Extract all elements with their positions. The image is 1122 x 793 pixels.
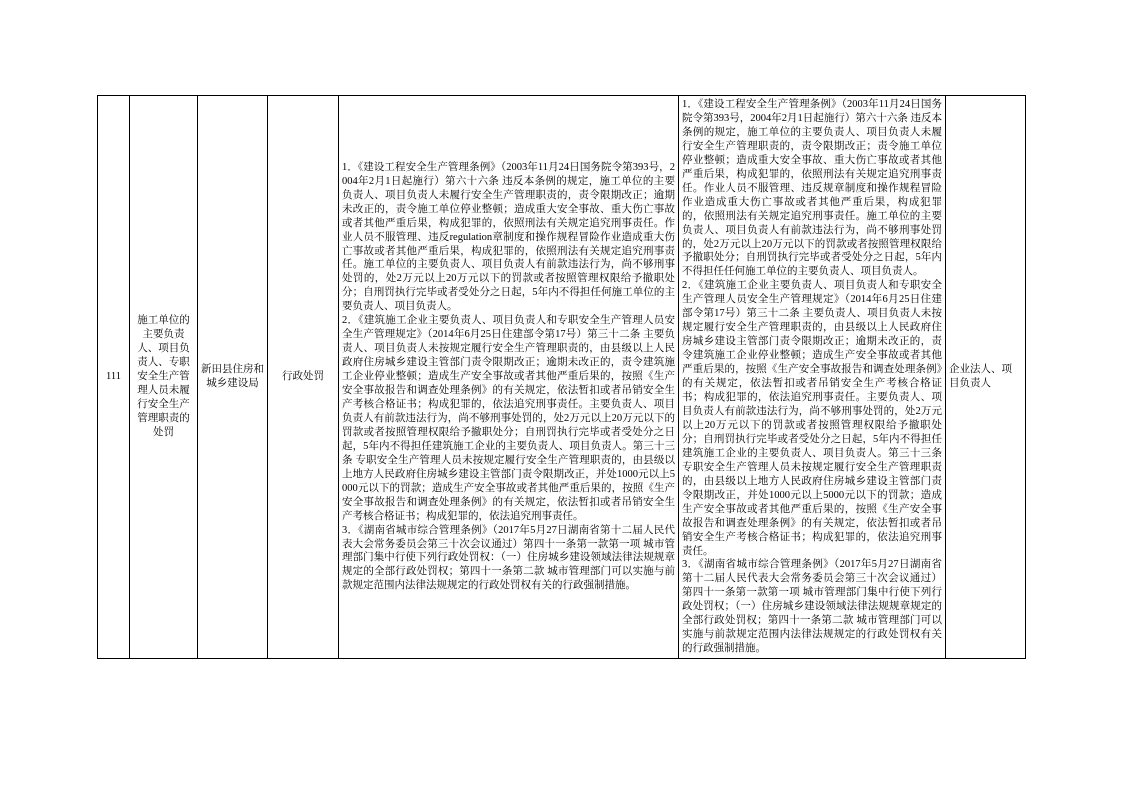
basis2-paragraph-2: 2．《建筑施工企业主要负责人、项目负责人和专职安全生产管理人员安全生产管理规定》（2014年6月25日住建部令第17号）第三十二条 主要负责人、项目负责人未按规定履行安全生产管理职责的，由县级以上人民政府住房城乡建设主管部门责令限期改正；逾期未改正的，责令建筑施工企业停业整顿；造成生产安全事故或者其他严重后果的，按照《生产安全事故报告和调查处理条例》的有关规定，依法暂扣或者吊销安全生产考核合格证书；构成犯罪的，依法追究刑事责任。主要负责人、项目负责人有前款违法行为，尚不够刑事处罚的，处2万元以上20万元以下的罚款或者按照管理权限给予撤职处分；自刑罚执行完毕或者受处分之日起，5年内不得担任建筑施工企业的主要负责人、项目负责人。第三十三条 专职安全生产管理人员未按规定履行安全生产管理职责的，由县级以上地方人民政府住房城乡建设主管部门责令限期改正，并处1000元以上5000元以下的罚款；造成生产安全事故或者其他严重后果的，按照《生产安全事故报告和调查处理条例》的有关规定，依法暂扣或者吊销安全生产考核合格证书；构成犯罪的，依法追究刑事责任。 [682,280,942,557]
basis1-paragraph-1: 1．《建设工程安全生产管理条例》（2003年11月24日国务院令第393号，2004年2月1日起施行）第六十六条 违反本条例的规定，施工单位的主要负责人、项目负责人未履行安全生产管理职责的，责令限期改正；逾期未改正的，责令施工单位停业整顿；造成重大安全事故、重大伤亡事故或者其他严重后果，构成犯罪的，依照刑法有关规定追究刑事责任。作业人员不服管理、违反regulation章制度和操作规程冒险作业造成重大伤亡事故或者其他严重后果，构成犯罪的，依照刑法有关规定追究刑事责任。施工单位的主要负责人、项目负责人有前款违法行为，尚不够刑事处罚的，处2万元以上20万元以下的罚款或者按照管理权限给予撤职处分；自刑罚执行完毕或者受处分之日起，5年内不得担任何施工单位的主要负责人、项目负责人。 [342,161,675,313]
row-subject: 企业法人、项目负责人 [946,96,1026,659]
row-organization: 新田县住房和城乡建设局 [198,96,268,659]
regulation-table [97,95,1026,659]
basis2-paragraph-3: 3．《湖南省城市综合管理条例》（2017年5月27日湖南省第十二届人民代表大会常务委员会第三十次会议通过）第四十一条第一款第一项 城市管理部门集中行使下列行政处罚权；（一）住房城乡建设领域法律法规规章规定的全部行政处罚权；第四十一条第二款 城市管理部门可以实施与前款规定范围内法律法规规定的行政处罚权有关的行政强制措施。 [682,559,942,655]
basis1-paragraph-2: 2．《建筑施工企业主要负责人、项目负责人和专职安全生产管理人员安全生产管理规定》（2014年6月25日住建部令第17号）第三十二条 主要负责人、项目负责人未按规定履行安全生产管理职责的，由县级以上人民政府住房城乡建设主管部门责令限期改正；逾期未改正的，责令建筑施工企业停业整顿；造成生产安全事故或者其他严重后果的，按照《生产安全事故报告和调查处理条例》的有关规定，依法暂扣或者吊销安全生产考核合格证书；构成犯罪的，依法追究刑事责任。主要负责人、项目负责人有前款违法行为，尚不够刑事处罚的，处2万元以上20万元以下的罚款或者按照管理权限给予撤职处分；自刑罚执行完毕或者受处分之日起，5年内不得担任建筑施工企业的主要负责人、项目负责人。第三十三条 专职安全生产管理人员未按规定履行安全生产管理职责的，由县级以上地方人民政府住房城乡建设主管部门责令限期改正，并处1000元以上5000元以下的罚款；造成生产安全事故或者其他严重后果的，按照《生产安全事故报告和调查处理条例》的有关规定，依法暂扣或者吊销安全生产考核合格证书；构成犯罪的，依法追究刑事责任。 [342,315,675,522]
row-basis-column-2 [679,96,946,659]
basis2-paragraph-1: 1．《建设工程安全生产管理条例》（2003年11月24日国务院令第393号，2004年2月1日起施行）第六十六条 违反本条例的规定，施工单位的主要负责人、项目负责人未履行安全生产管理职责的，责令限期改正；责令施工单位停业整顿；造成重大安全事故、重大伤亡事故或者其他严重后果，构成犯罪的，依照刑法有关规定追究刑事责任。作业人员不服管理、违反规章制度和操作规程冒险作业造成重大伤亡事故或者其他严重后果，构成犯罪的，依照刑法有关规定追究刑事责任。施工单位的主要负责人、项目负责人有前款违法行为，尚不够刑事处罚的，处2万元以上20万元以下的罚款或者按照管理权限给予撤职处分；自刑罚执行完毕或者受处分之日起，5年内不得担任任何施工单位的主要负责人、项目负责人。 [682,99,942,278]
row-penalty-type: 行政处罚 [268,96,339,659]
basis1-paragraph-3: 3．《湖南省城市综合管理条例》（2017年5月27日湖南省第十二届人民代表大会常务委员会第三十次会议通过）第四十一条第一款第一项 城市管理部门集中行使下列行政处罚权：（一）住房城乡建设领域法律法规规章规定的全部行政处罚权；第四十一条第二款 城市管理部门可以实施与前款规定范围内法律法规规定的行政处罚权有关的行政强制措施。 [342,524,675,592]
row-number: 111 [98,96,130,659]
table-row [98,96,1026,659]
row-basis-column-1 [339,96,679,659]
row-item-name: 施工单位的主要负责人、项目负责人、专职安全生产管理人员未履行安全生产管理职责的处罚 [130,96,198,659]
